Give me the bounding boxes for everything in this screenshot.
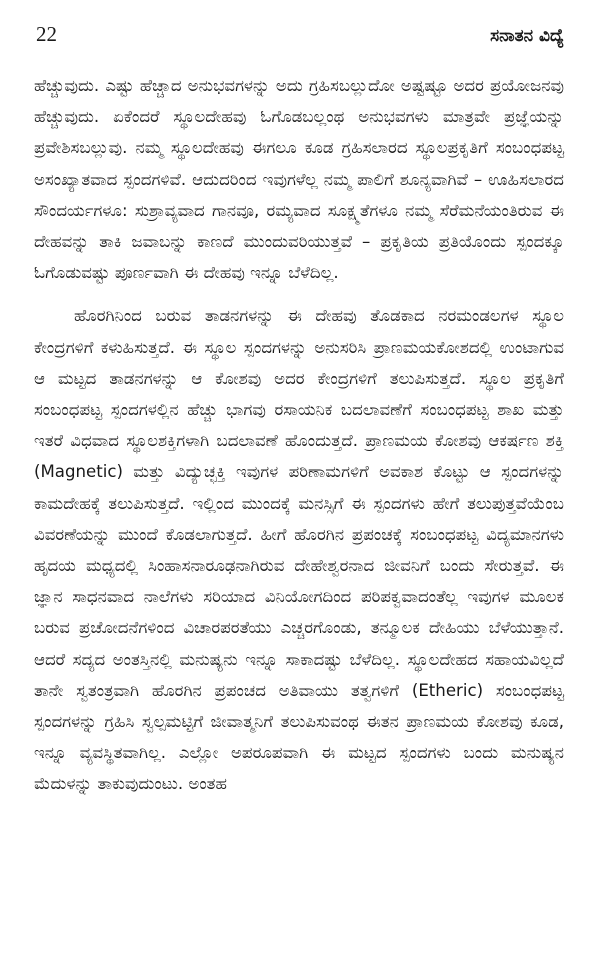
paragraph-1: ಹೆಚ್ಚುವುದು. ಎಷ್ಟು ಹೆಚ್ಚಾದ ಅನುಭವಗಳನ್ನು ಅದು ಗ್ರಹಿಸಬಲ್ಲುದೋ ಅಷ್ಟಷ್ಟೂ ಅದರ ಪ್ರಯೋಜನವು ಹೆಚ್ಚುವುದು. ಏಕೆಂದರೆ ಸ್ಥೂಲದೇಹವು ಓಗೊಡಬಲ್ಲಂಥ ಅನುಭವಗಳು ಮಾತ್ರವೇ ಪ್ರಜ್ಞೆಯನ್ನು ಪ್ರವೇಶಿಸಬಲ್ಲುವು. ನಮ್ಮ ಸ್ಥೂಲದೇಹವು ಈಗಲೂ ಕೂಡ ಗ್ರಹಿಸಲಾರದ ಸ್ಥೂಲಪ್ರಕೃತಿಗೆ ಸಂಬಂಧಪಟ್ಟ ಅಸಂಖ್ಯಾತವಾದ ಸ್ಪಂದಗಳಿವೆ. ಆದುದರಿಂದ ಇವುಗಳೆಲ್ಲ ನಮ್ಮ ಪಾಲಿಗೆ ಶೂನ್ಯವಾಗಿವೆ – ಊಹಿಸಲಾರದ ಸೌಂದರ್ಯಗಳೂ: ಸುಶ್ರಾವ್ಯವಾದ ಗಾನವೂ, ರಮ್ಯವಾದ ಸೂಕ್ಷ್ಮತೆಗಳೂ ನಮ್ಮ ಸೆರೆಮನೆಯಂತಿರುವ ಈ ದೇಹವನ್ನು ತಾಕಿ ಜವಾಬನ್ನು ಕಾಣದೆ ಮುಂದುವರಿಯುತ್ತವೆ – ಪ್ರಕೃತಿಯ ಪ್ರತಿಯೊಂದು ಸ್ಪಂದಕ್ಕೂ ಓಗೊಡುವಷ್ಟು ಪೂರ್ಣವಾಗಿ ಈ ದೇಹವು ಇನ್ನೂ ಬೆಳೆದಿಲ್ಲ.	[34, 76, 564, 283]
running-title: ಸನಾತನ ವಿದ್ಯೆ	[490, 26, 564, 46]
body-text	[34, 70, 564, 800]
page-number: 22	[36, 22, 57, 46]
running-head	[34, 22, 564, 52]
paragraph-2: ಹೊರಗಿನಿಂದ ಬರುವ ತಾಡನಗಳನ್ನು ಈ ದೇಹವು ತೊಡಕಾದ ನರಮಂಡಲಗಳ ಸ್ಥೂಲ ಕೇಂದ್ರಗಳಿಗೆ ಕಳುಹಿಸುತ್ತದೆ. ಈ ಸ್ಥೂಲ ಸ್ಪಂದಗಳನ್ನು ಅನುಸರಿಸಿ ಪ್ರಾಣಮಯಕೋಶದಲ್ಲಿ ಉಂಟಾಗುವ ಆ ಮಟ್ಟದ ತಾಡನಗಳನ್ನು ಆ ಕೋಶವು ಅದರ ಕೇಂದ್ರಗಳಿಗೆ ತಲುಪಿಸುತ್ತದೆ. ಸ್ಥೂಲ ಪ್ರಕೃತಿಗೆ ಸಂಬಂಧಪಟ್ಟ ಸ್ಪಂದಗಳಲ್ಲಿನ ಹೆಚ್ಚು ಭಾಗವು ರಸಾಯನಿಕ ಬದಲಾವಣೆಗೆ ಸಂಬಂಧಪಟ್ಟ ಶಾಖ ಮತ್ತು ಇತರೆ ವಿಧವಾದ ಸ್ಥೂಲಶಕ್ತಿಗಳಾಗಿ ಬದಲಾವಣೆ ಹೊಂದುತ್ತದೆ. ಪ್ರಾಣಮಯ ಕೋಶವು ಆಕರ್ಷಣ ಶಕ್ತಿ (Magnetic) ಮತ್ತು ವಿದ್ಯುಚ್ಛಕ್ತಿ ಇವುಗಳ ಪರಿಣಾಮಗಳಿಗೆ ಅವಕಾಶ ಕೊಟ್ಟು ಆ ಸ್ಪಂದಗಳನ್ನು ಕಾಮದೇಹಕ್ಕೆ ತಲುಪಿಸುತ್ತದೆ. ಇಲ್ಲಿಂದ ಮುಂದಕ್ಕೆ ಮನಸ್ಸಿಗೆ ಈ ಸ್ಪಂದಗಳು ಹೇಗೆ ತಲುಪುತ್ತವೆಯೆಂಬ ವಿವರಣೆಯನ್ನು ಮುಂದೆ ಕೊಡಲಾಗುತ್ತದೆ. ಹೀಗೆ ಹೊರಗಿನ ಪ್ರಪಂಚಕ್ಕೆ ಸಂಬಂಧಪಟ್ಟ ವಿದ್ಯಮಾನಗಳು ಹೃದಯ ಮಧ್ಯದಲ್ಲಿ ಸಿಂಹಾಸನಾರೂಢನಾಗಿರುವ ದೇಹೇಶ್ವರನಾದ ಜೀವನಿಗೆ ಬಂದು ಸೇರುತ್ತವೆ. ಈ ಜ್ಞಾನ ಸಾಧನವಾದ ನಾಲೆಗಳು ಸರಿಯಾದ ವಿನಿಯೋಗದಿಂದ ಪರಿಪಕ್ವವಾದಂತೆಲ್ಲ ಇವುಗಳ ಮೂಲಕ ಬರುವ ಪ್ರಚೋದನೆಗಳಿಂದ ವಿಚಾರಪರತೆಯು ಎಚ್ಚರಗೊಂಡು, ತನ್ಮೂಲಕ ದೇಹಿಯು ಬೆಳೆಯುತ್ತಾನೆ. ಆದರೆ ಸದ್ಯದ ಅಂತಸ್ತಿನಲ್ಲಿ ಮನುಷ್ಯನು ಇನ್ನೂ ಸಾಕಾದಷ್ಟು ಬೆಳೆದಿಲ್ಲ. ಸ್ಥೂಲದೇಹದ ಸಹಾಯವಿಲ್ಲದೆ ತಾನೇ ಸ್ವತಂತ್ರವಾಗಿ ಹೊರಗಿನ ಪ್ರಪಂಚದ ಅತಿವಾಯು ತತ್ವಗಳಿಗೆ (Etheric) ಸಂಬಂಧಪಟ್ಟ ಸ್ಪಂದಗಳನ್ನು ಗ್ರಹಿಸಿ ಸ್ವಲ್ಪಮಟ್ಟಿಗೆ ಜೀವಾತ್ಮನಿಗೆ ತಲುಪಿಸುವಂಥ ಈತನ ಪ್ರಾಣಮಯ ಕೋಶವು ಕೂಡ, ಇನ್ನೂ ವ್ಯವಸ್ಥಿತವಾಗಿಲ್ಲ. ಎಲ್ಲೋ ಅಪರೂಪವಾಗಿ ಈ ಮಟ್ಟದ ಸ್ಪಂದಗಳು ಬಂದು ಮನುಷ್ಯನ ಮೆದುಳನ್ನು ತಾಕುವುದುಂಟು. ಅಂತಹ	[34, 306, 564, 794]
